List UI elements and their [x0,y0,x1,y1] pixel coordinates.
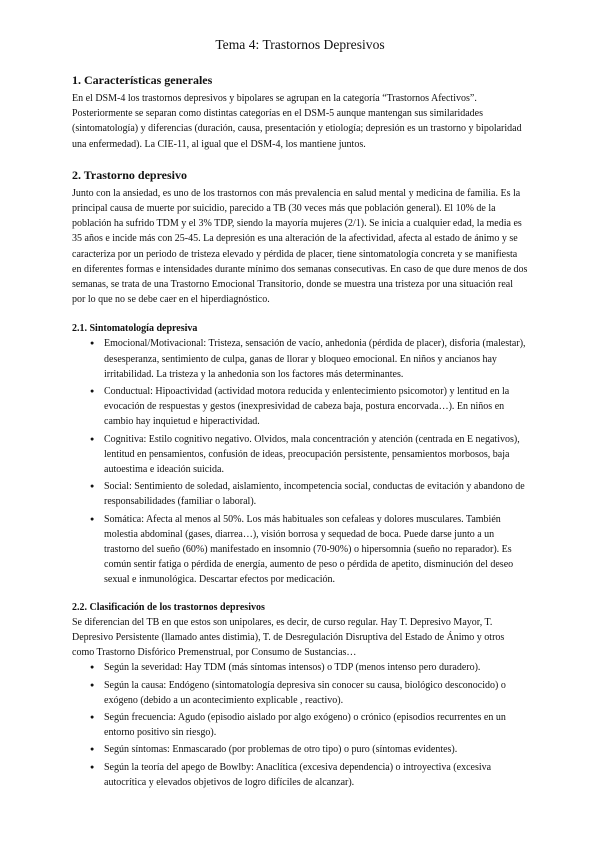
list-item: ● Según la causa: Endógeno (sintomatología depresiva sin conocer su causa, biológico desconocido) o exógeno (debido a un acontecimiento explicable , reactivo). [104,678,528,708]
list-item: ● Según la teoría del apego de Bowlby: Anaclítica (excesiva dependencia) o introyectiva (excesiva autocrítica y elevados objetivos de logro difíciles de alcanzar). [104,760,528,790]
section-classification [72,602,528,790]
section-paragraph: Junto con la ansiedad, es uno de los trastornos con más prevalencia en salud mental y medicina de familia. Es la principal causa de muerte por suicidio, parecido a TB (30 veces más que población general). El 10% de la población ha sufrido TDM y el 3% TDP, siendo la mayoría mujeres (2/1). Se inicia a cualquier edad, la media es 35 años e incide más con 25-45. La depresión es una alteración de la afectividad, afecta al estado de ánimo y se caracteriza por un periodo de tristeza elevado y pérdida de placer, tiene sintomatología concreta y se manifiesta en diferentes formas e intensidades durante mínimo dos semanas consecutivas. En caso de que dure menos de dos semanas, se trata de una Trastorno Emocional Transitorio, donde se muestra una tristeza por una situación real por lo que no se debe caer en el hiperdiagnóstico. [72,187,528,306]
section-paragraph: En el DSM-4 los trastornos depresivos y bipolares se agrupan en la categoría “Trastornos Afectivos”. Posteriormente se separan como distintas categorías en el DSM-5 aunque mantengan sus similaridades (sintomatología) y diferencias (duración, causa, presentación y etiología; depresión es un trastorno y bipolaridad una enfermedad). La CIE-11, al igual que el DSM-4, los mantiene juntos. [72,93,522,150]
list-item: ● Según síntomas: Enmascarado (por problemas de otro tipo) o puro (síntomas evidentes). [104,742,528,757]
list-item: ● Cognitiva: Estilo cognitivo negativo. Olvidos, mala concentración y atención (centrada en E negativos), lentitud en pensamientos, confusión de ideas, preocupación persistente, pensamientos morbosos, baja autoestima e ideación suicida. [104,432,528,478]
subsection-heading: 2.1. Sintomatología depresiva [72,323,198,335]
section-heading: 2. Trastorno depresivo [72,167,188,182]
list-item: ● Conductual: Hipoactividad (actividad motora reducida y enlentecimiento psicomotor) y lentitud en la evocación de respuestas y gestos (inexpresividad de cabeza baja, postura encorvada…). En niños en cambio hay inquietud e hiperactividad. [104,384,528,430]
list-item: ● Emocional/Motivacional: Tristeza, sensación de vacío, anhedonia (pérdida de placer), disforia (malestar), desesperanza, sentimiento de culpa, ganas de llorar y bloqueo emocional. En niños y ancianos hay irritabilidad. La tristeza y la anhedonia son los factores más determinantes. [104,336,528,382]
list-item: ● Somática: Afecta al menos al 50%. Los más habituales son cefaleas y dolores musculares. También molestia abdominal (gases, diarrea…), visión borrosa y sequedad de boca. Puede darse junto a un trastorno del sueño (60%) manifestado en insomnio (70-90%) o hipersomnia (sueño no reparador). Es común sentir fatiga o pérdida de energía, aumento de peso o pérdida de apetito, disminución del deseo sexual e inmunológica. Descartar efectos por medicación. [104,512,528,588]
section-general-characteristics [72,73,528,152]
section-heading: 1. Características generales [72,73,213,87]
list-item: ● Social: Sentimiento de soledad, aislamiento, incompetencia social, conductas de evitación y abandono de responsabilidades (familiar o laboral). [104,479,528,509]
page-title: Tema 4: Trastornos Depresivos [215,37,385,52]
section-symptomatology [72,323,528,587]
list-item: ● Según frecuencia: Agudo (episodio aislado por algo exógeno) o crónico (episodios recurrentes en un entorno positivo sin riesgo). [104,710,528,740]
classification-list [72,660,528,790]
section-paragraph: Se diferencian del TB en que estos son unipolares, es decir, de curso regular. Hay T. Depresivo Mayor, T. Depresivo Persistente (llamado antes distimia), T. de Desregulación Disruptiva del Estado de Ánimo y otros como Trastorno Disfórico Premenstrual, por Consumo de Sustancias… [72,616,505,659]
section-depressive-disorder [72,168,528,308]
list-item: ● Según la severidad: Hay TDM (más síntomas intensos) o TDP (menos intenso pero duradero). [104,660,528,675]
symptom-list [72,336,528,587]
subsection-heading: 2.2. Clasificación de los trastornos depresivos [72,601,265,613]
